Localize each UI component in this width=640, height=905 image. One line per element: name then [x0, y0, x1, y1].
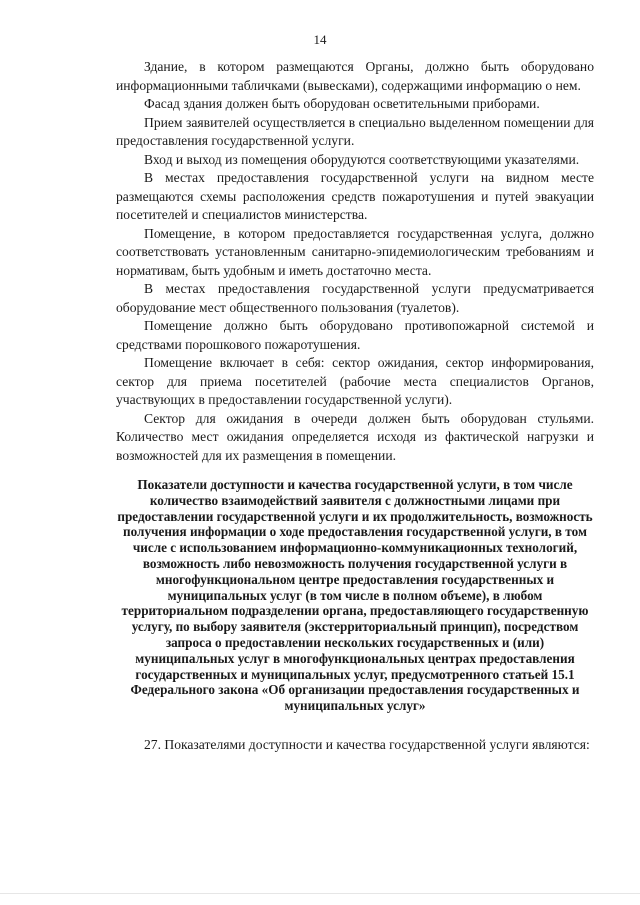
paragraph: Сектор для ожидания в очереди должен быть оборудован стульями. Количество мест ожидания определяется исходя из фактической нагрузки и возможностей для их размещения в помещении. — [116, 410, 594, 463]
document-body — [116, 58, 594, 754]
page-number: 14 — [313, 32, 327, 47]
scan-edge-divider — [0, 893, 640, 894]
section-heading: Показатели доступности и качества государственной услуги, в том числе количество взаимодействий заявителя с должностными лицами при предоставлении государственной услуги и их продолжительность, возможность получения информации о ходе предоставления государственной услуги, в том числе с использованием информационно-коммуникационных технологий, возможность либо невозможность получения государственной услуги в многофункциональном центре предоставления государственных и муниципальных услуг (в том числе в полном объеме), в любом территориальном подразделении органа, предоставляющего государственную услугу, по выбору заявителя (экстерриториальный принцип), посредством запроса о предоставлении нескольких государственных и (или) муниципальных услуг в многофункциональных центрах предоставления государственных и муниципальных услуг, предусмотренного статьей 15.1 Федерального закона «Об организации предоставления государственных и муниципальных услуг» — [117, 477, 593, 714]
paragraph: Помещение, в котором предоставляется государственная услуга, должно соответствовать установленным санитарно-эпидемиологическим требованиям и нормативам, быть удобным и иметь достаточно места. — [116, 225, 594, 278]
paragraph: В местах предоставления государственной услуги на видном месте размещаются схемы расположения средств пожаротушения и путей эвакуации посетителей и специалистов министерства. — [116, 170, 594, 222]
paragraph: 27. Показателями доступности и качества государственной услуги являются: — [144, 736, 590, 752]
paragraph: В местах предоставления государственной услуги предусматривается оборудование мест общественного пользования (туалетов). — [116, 281, 594, 315]
paragraph: Помещение включает в себя: сектор ожидания, сектор информирования, сектор для приема посетителей (рабочие места специалистов Органов, участвующих в предоставлении государственной услуги). — [116, 355, 594, 407]
paragraph: Фасад здания должен быть оборудован осветительными приборами. — [144, 96, 540, 111]
paragraph: Здание, в котором размещаются Органы, должно быть оборудовано информационными табличками (вывесками), содержащими информацию о нем. — [116, 59, 594, 93]
paragraph: Прием заявителей осуществляется в специально выделенном помещении для предоставления государственной услуги. — [116, 114, 594, 148]
paragraph: Вход и выход из помещения оборудуются соответствующими указателями. — [144, 151, 580, 167]
paragraph: Помещение должно быть оборудовано противопожарной системой и средствами порошкового пожаротушения. — [116, 318, 594, 352]
